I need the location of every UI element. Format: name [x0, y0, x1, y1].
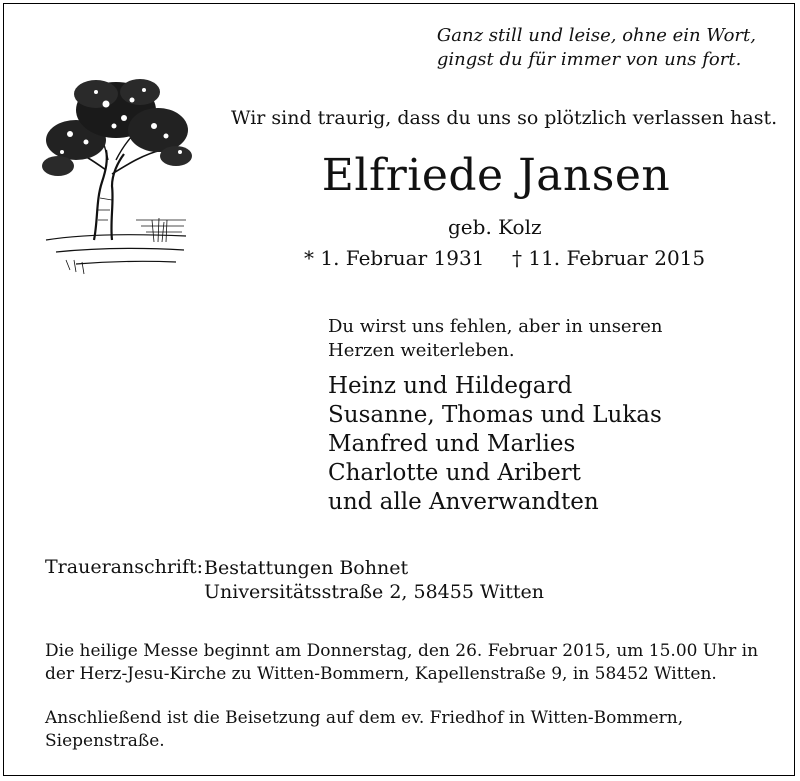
mourner-entry: Manfred und Marlies: [328, 431, 576, 457]
mourner-entry: Charlotte und Aribert: [328, 460, 581, 486]
mourner-entry: Heinz und Hildegard: [328, 373, 573, 399]
mass-line: Die heilige Messe beginnt am Donnerstag, den 26. Februar 2015, um 15.00 Uhr in: [45, 641, 759, 661]
address-block: [204, 556, 544, 604]
motto-line: gingst du für immer von uns fort.: [436, 49, 742, 70]
deceased-name: Elfriede Jansen: [321, 150, 671, 201]
address-line: Bestattungen Bohnet: [204, 557, 409, 579]
mourner-entry: und alle Anverwandten: [328, 489, 599, 515]
address-line: Universitätsstraße 2, 58455 Witten: [204, 581, 545, 603]
farewell-text: [328, 315, 662, 363]
burial-paragraph: [45, 707, 765, 753]
address-label: Traueranschrift:: [45, 556, 204, 578]
death-date: † 11. Februar 2015: [512, 246, 706, 270]
farewell-line: Herzen weiterleben.: [328, 340, 515, 361]
birth-name: geb. Kolz: [448, 215, 542, 239]
birth-date: * 1. Februar 1931: [304, 246, 485, 270]
mourner-entry: Susanne, Thomas und Lukas: [328, 402, 662, 428]
mass-paragraph: [45, 640, 765, 686]
motto-line: Ganz still und leise, ohne ein Wort,: [436, 25, 756, 46]
intro-text: Wir sind traurig, dass du uns so plötzlich verlassen hast.: [231, 107, 778, 129]
burial-line: Siepenstraße.: [45, 731, 165, 751]
motto-verse: [437, 24, 756, 72]
burial-line: Anschließend ist die Beisetzung auf dem ev. Friedhof in Witten-Bommern,: [45, 708, 684, 728]
farewell-line: Du wirst uns fehlen, aber in unseren: [328, 316, 663, 337]
mass-line: der Herz-Jesu-Kirche zu Witten-Bommern, Kapellenstraße 9, in 58452 Witten.: [45, 664, 717, 684]
mourners-list: [328, 372, 662, 517]
